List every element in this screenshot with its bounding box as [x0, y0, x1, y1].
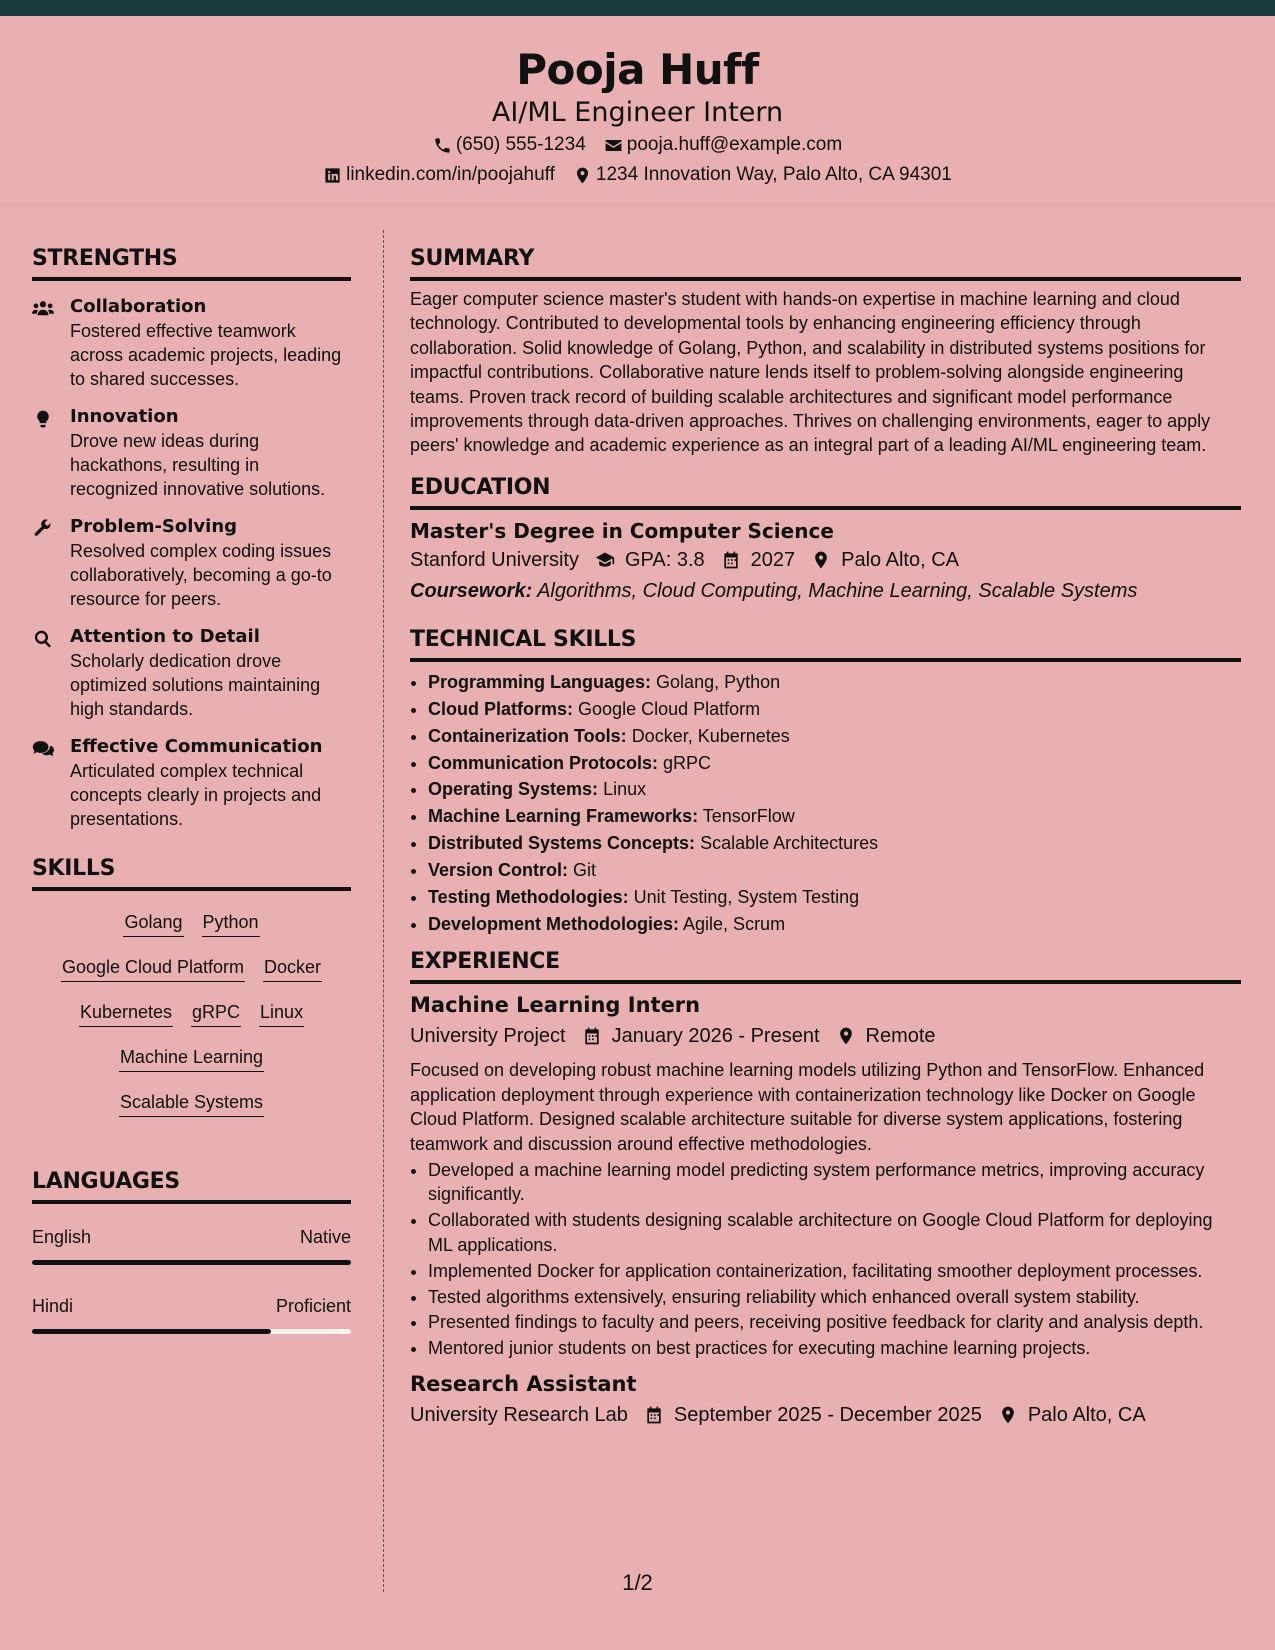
list-item: • Tested algorithms extensively, ensuring reliability which enhanced overall system stability. — [428, 1285, 1241, 1309]
education-gpa: GPA: 3.8 — [624, 548, 705, 571]
candidate-title: AI/ML Engineer Intern — [491, 97, 784, 128]
address-contact — [573, 160, 952, 190]
top-bar — [0, 0, 1275, 16]
skill-label: Development Methodologies: — [428, 914, 680, 934]
map-marker-icon — [573, 166, 592, 185]
page-number: 1/2 — [622, 1570, 653, 1595]
education-year: 2027 — [750, 548, 796, 571]
job-org: University Research Lab — [410, 1403, 628, 1426]
calendar-icon — [721, 550, 741, 570]
technical-skills-list — [410, 670, 1241, 937]
skill-label: Cloud Platforms: — [428, 698, 574, 719]
skill-label: Operating Systems: — [428, 779, 599, 800]
users-icon — [32, 299, 54, 319]
languages-heading: LANGUAGES — [32, 1168, 351, 1204]
left-column — [32, 245, 351, 1334]
strength-desc: Resolved complex coding issues collaboratively, becoming a go-to resource for peers. — [70, 541, 332, 609]
phone-contact[interactable] — [433, 130, 586, 160]
strength-desc: Scholarly dedication drove optimized solutions maintaining high standards. — [70, 651, 321, 719]
search-icon — [32, 629, 54, 649]
job-title: Machine Learning Intern — [410, 993, 701, 1018]
coursework-list: Algorithms, Cloud Computing, Machine Learning, Scalable Systems — [537, 579, 1138, 602]
envelope-icon — [604, 136, 623, 155]
summary-heading: SUMMARY — [410, 245, 1241, 281]
language-item — [32, 1293, 351, 1334]
email-text: pooja.huff@example.com — [626, 134, 843, 155]
coursework-label: Coursework: — [410, 579, 533, 602]
skill-label: Version Control: — [428, 860, 569, 881]
education-coursework — [410, 576, 1241, 606]
language-item — [32, 1224, 351, 1265]
language-bar — [32, 1329, 351, 1334]
strength-item — [32, 295, 351, 391]
calendar-icon — [582, 1026, 602, 1046]
skill-value: Docker, Kubernetes — [631, 725, 790, 746]
list-item: • Mentored junior students on best practices for executing machine learning projects. — [428, 1336, 1241, 1360]
strength-title: Effective Communication — [70, 736, 323, 757]
comments-icon — [32, 739, 54, 759]
language-bar — [32, 1260, 351, 1265]
skill-label: Containerization Tools: — [428, 725, 627, 746]
language-name: Hindi — [32, 1296, 74, 1316]
list-item: • Collaborated with students designing scalable architecture on Google Cloud Platform for deploying ML applications. — [428, 1208, 1241, 1257]
strength-item — [32, 515, 351, 611]
skill-tag: Golang — [123, 910, 183, 937]
job-dates: September 2025 - December 2025 — [673, 1403, 982, 1426]
skill-value: Scalable Architectures — [700, 833, 879, 854]
language-name: English — [32, 1227, 92, 1247]
strength-title: Innovation — [70, 406, 179, 427]
strength-desc: Drove new ideas during hackathons, resulting in recognized innovative solutions. — [70, 431, 326, 499]
contact-row-1 — [0, 130, 1275, 160]
linkedin-text: linkedin.com/in/poojahuff — [346, 164, 555, 185]
education-heading: EDUCATION — [410, 474, 1241, 510]
skill-tag: Linux — [259, 1000, 304, 1027]
strength-item — [32, 405, 351, 501]
skill-value: Linux — [603, 779, 647, 800]
email-contact[interactable] — [604, 130, 842, 160]
language-level: Proficient — [275, 1296, 351, 1316]
job-meta — [410, 1020, 1241, 1052]
map-marker-icon — [811, 550, 831, 570]
skill-tag: Kubernetes — [79, 1000, 173, 1027]
map-marker-icon — [998, 1405, 1018, 1425]
skill-tag: Google Cloud Platform — [61, 955, 245, 982]
education-location: Palo Alto, CA — [841, 548, 959, 571]
skill-value: Agile, Scrum — [683, 914, 786, 934]
list-item: • Presented findings to faculty and peers, receiving positive feedback for clarity and analysis depth. — [428, 1310, 1241, 1334]
job-bullets — [410, 1158, 1241, 1361]
list-item — [428, 777, 1241, 801]
technical-skills-heading: TECHNICAL SKILLS — [410, 626, 1241, 662]
calendar-icon — [644, 1405, 664, 1425]
list-item — [428, 885, 1241, 909]
job-org: University Project — [410, 1025, 566, 1048]
linkedin-icon — [323, 166, 342, 185]
strength-title: Attention to Detail — [70, 626, 260, 647]
skill-value: gRPC — [663, 752, 712, 773]
address-text: 1234 Innovation Way, Palo Alto, CA 94301 — [595, 164, 952, 185]
skill-label: Programming Languages: — [428, 671, 652, 692]
skill-label: Machine Learning Frameworks: — [428, 806, 699, 827]
job-location: Palo Alto, CA — [1027, 1403, 1146, 1426]
language-bar-fill — [32, 1260, 351, 1265]
strength-desc: Fostered effective teamwork across academic projects, leading to shared successes. — [70, 321, 342, 389]
strengths-heading: STRENGTHS — [32, 245, 351, 281]
job-dates: January 2026 - Present — [611, 1025, 820, 1048]
list-item — [428, 724, 1241, 748]
skill-tag: gRPC — [191, 1000, 241, 1027]
job-location: Remote — [865, 1025, 936, 1048]
language-level: Native — [299, 1227, 351, 1247]
skills-heading: SKILLS — [32, 855, 351, 891]
phone-icon — [433, 136, 452, 155]
education-meta — [410, 544, 1241, 576]
map-marker-icon — [836, 1026, 856, 1046]
skill-label: Distributed Systems Concepts: — [428, 833, 696, 854]
resume-header — [0, 16, 1275, 205]
column-divider — [383, 230, 384, 1592]
job-title: Research Assistant — [410, 1371, 637, 1396]
candidate-name: Pooja Huff — [516, 45, 759, 94]
skill-value: Google Cloud Platform — [578, 698, 761, 719]
graduation-cap-icon — [595, 550, 615, 570]
strength-title: Collaboration — [70, 296, 207, 317]
list-item — [428, 751, 1241, 775]
education-school: Stanford University — [410, 548, 579, 571]
skill-tag: Scalable Systems — [119, 1090, 264, 1117]
skill-tag: Docker — [263, 955, 322, 982]
linkedin-contact[interactable] — [323, 160, 555, 190]
contact-row-2 — [0, 160, 1275, 190]
skill-value: Git — [573, 860, 597, 881]
education-degree: Master's Degree in Computer Science — [410, 518, 834, 543]
wrench-icon — [32, 519, 54, 539]
skill-tag: Python — [202, 910, 260, 937]
list-item — [428, 804, 1241, 828]
skill-value: Unit Testing, System Testing — [633, 887, 860, 908]
strength-desc: Articulated complex technical concepts clearly in projects and presentations. — [70, 761, 322, 829]
strength-title: Problem-Solving — [70, 516, 238, 537]
experience-heading: EXPERIENCE — [410, 948, 1241, 984]
list-item — [428, 831, 1241, 855]
skill-label: Communication Protocols: — [428, 752, 659, 773]
lightbulb-icon — [32, 409, 54, 429]
job-meta — [410, 1399, 1241, 1431]
skill-value: Golang, Python — [656, 671, 781, 692]
strength-item — [32, 735, 351, 831]
list-item: • Developed a machine learning model predicting system performance metrics, improving accuracy significantly. — [428, 1158, 1241, 1207]
list-item — [428, 697, 1241, 721]
list-item — [428, 858, 1241, 882]
list-item — [428, 670, 1241, 694]
summary-text: Eager computer science master's student with hands-on expertise in machine learning and cloud technology. Contributed to developmental tools by enhancing engineering efficiency through collaboration. Solid knowledge of Golang, Python, and scalability in distributed systems positions for impactful contributions. Collaborative nature lends itself to problem-solving alongside engineering teams. Proven track record of building scalable architectures and significant model performance improvements through data-driven approaches. Thrives on challenging environments, eager to apply peers' knowledge and academic experience as an integral part of a leading AI/ML engineering team. — [410, 289, 1211, 456]
phone-text: (650) 555-1234 — [455, 134, 586, 155]
list-item: • Implemented Docker for application containerization, facilitating smoother deployment processes. — [428, 1259, 1241, 1283]
skill-label: Testing Methodologies: — [428, 887, 629, 908]
list-item — [428, 912, 1241, 936]
language-bar-fill — [32, 1329, 271, 1334]
skills-cloud — [32, 901, 351, 1126]
skill-value: TensorFlow — [702, 806, 795, 827]
strength-item — [32, 625, 351, 721]
skill-tag: Machine Learning — [119, 1045, 264, 1072]
job-description: Focused on developing robust machine learning models utilizing Python and TensorFlow. Enhanced application deployment through experience with containerization technology like Docker on Google Cloud Platform. Designed scalable architecture suitable for diverse system applications, fostering teamwork and discussion around effective methodologies. — [410, 1060, 1205, 1154]
right-column — [410, 245, 1241, 1431]
